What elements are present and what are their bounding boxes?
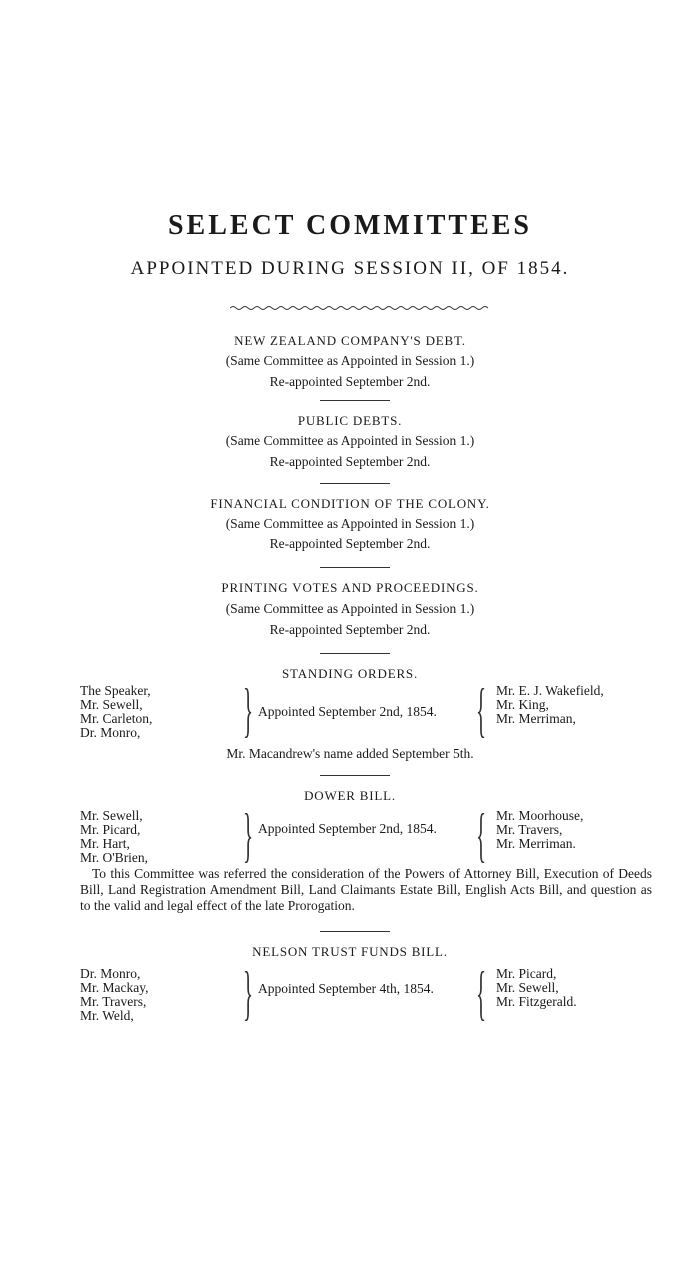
member-name: Mr. Merriman, — [496, 711, 576, 726]
left-brace: { — [476, 960, 487, 1026]
section-note: (Same Committee as Appointed in Session 1.) — [225, 353, 475, 368]
reappointed-text: Re-appointed September 2nd. — [269, 454, 431, 469]
member-name: Mr. Sewell, — [80, 697, 143, 712]
member-name: Mr. Merriman. — [496, 836, 576, 851]
member-name: Mr. Fitzgerald. — [496, 994, 577, 1009]
member-name: Mr. Moorhouse, — [496, 808, 584, 823]
section-note: (Same Committee as Appointed in Session 1.) — [225, 601, 475, 616]
page-subtitle: APPOINTED DURING SESSION II, OF 1854. — [130, 258, 570, 279]
left-brace: { — [476, 677, 487, 743]
member-name: Mr. Sewell, — [80, 808, 143, 823]
member-name: Mr. Picard, — [496, 966, 557, 981]
member-name: Mr. Sewell, — [496, 980, 559, 995]
page-title: SELECT COMMITTEES — [167, 210, 533, 241]
member-name: Dr. Monro, — [80, 725, 141, 740]
member-list-right — [496, 967, 577, 1009]
reappointed-text: Re-appointed September 2nd. — [269, 536, 431, 551]
member-list-right — [496, 809, 583, 851]
appointed-date: Appointed September 2nd, 1854. — [258, 704, 437, 719]
member-name: Mr. Picard, — [80, 822, 141, 837]
right-brace: } — [243, 677, 254, 743]
member-name: Dr. Monro, — [80, 966, 141, 981]
section-rule — [320, 567, 390, 568]
member-name: Mr. Mackay, — [80, 980, 149, 995]
left-brace: { — [476, 802, 487, 868]
section-rule — [320, 483, 390, 484]
section-heading-financial: FINANCIAL CONDITION OF THE COLONY. — [210, 496, 490, 511]
section-note: (Same Committee as Appointed in Session 1.) — [225, 433, 475, 448]
section-heading-nelson: NELSON TRUST FUNDS BILL. — [252, 944, 448, 959]
right-brace: } — [243, 802, 254, 868]
member-name: Mr. Travers, — [80, 994, 147, 1009]
member-name: Mr. O'Brien, — [80, 850, 149, 865]
section-heading-public-debts: PUBLIC DEBTS. — [297, 413, 403, 428]
member-list-left — [80, 967, 148, 1023]
section-note: (Same Committee as Appointed in Session 1.) — [225, 516, 475, 531]
section-rule — [320, 653, 390, 654]
member-name: Mr. Carleton, — [80, 711, 153, 726]
member-name: Mr. Weld, — [80, 1008, 134, 1023]
member-name: The Speaker, — [80, 683, 151, 698]
section-rule — [320, 775, 390, 776]
section-heading-nz-company: NEW ZEALAND COMPANY'S DEBT. — [234, 333, 466, 348]
section-heading-dower-bill: DOWER BILL. — [304, 788, 396, 803]
reappointed-text: Re-appointed September 2nd. — [269, 374, 431, 389]
member-list-left — [80, 684, 152, 740]
member-name: Mr. E. J. Wakefield, — [496, 683, 604, 698]
member-name: Mr. Hart, — [80, 836, 130, 851]
member-list-right — [496, 684, 604, 726]
member-list-left — [80, 809, 148, 865]
appointed-date: Appointed September 2nd, 1854. — [258, 821, 437, 836]
added-note: Mr. Macandrew's name added September 5th. — [226, 746, 474, 761]
member-name: Mr. Travers, — [496, 822, 563, 837]
section-heading-printing: PRINTING VOTES AND PROCEEDINGS. — [221, 580, 479, 595]
wavy-divider — [230, 303, 492, 313]
member-name: Mr. King, — [496, 697, 549, 712]
section-rule — [320, 931, 390, 932]
section-heading-standing-orders: STANDING ORDERS. — [282, 666, 418, 681]
appointed-date: Appointed September 4th, 1854. — [258, 981, 434, 996]
reappointed-text: Re-appointed September 2nd. — [269, 622, 431, 637]
right-brace: } — [243, 960, 254, 1026]
committee-paragraph: To this Committee was referred the consideration of the Powers of Attorney Bill, Execution of Deeds Bill, Land Registration Amendment Bill, Land Claimants Estate Bill, English Acts Bill, and question as to the valid and legal effect of the late Prorogation. — [80, 866, 652, 913]
section-rule — [320, 400, 390, 401]
